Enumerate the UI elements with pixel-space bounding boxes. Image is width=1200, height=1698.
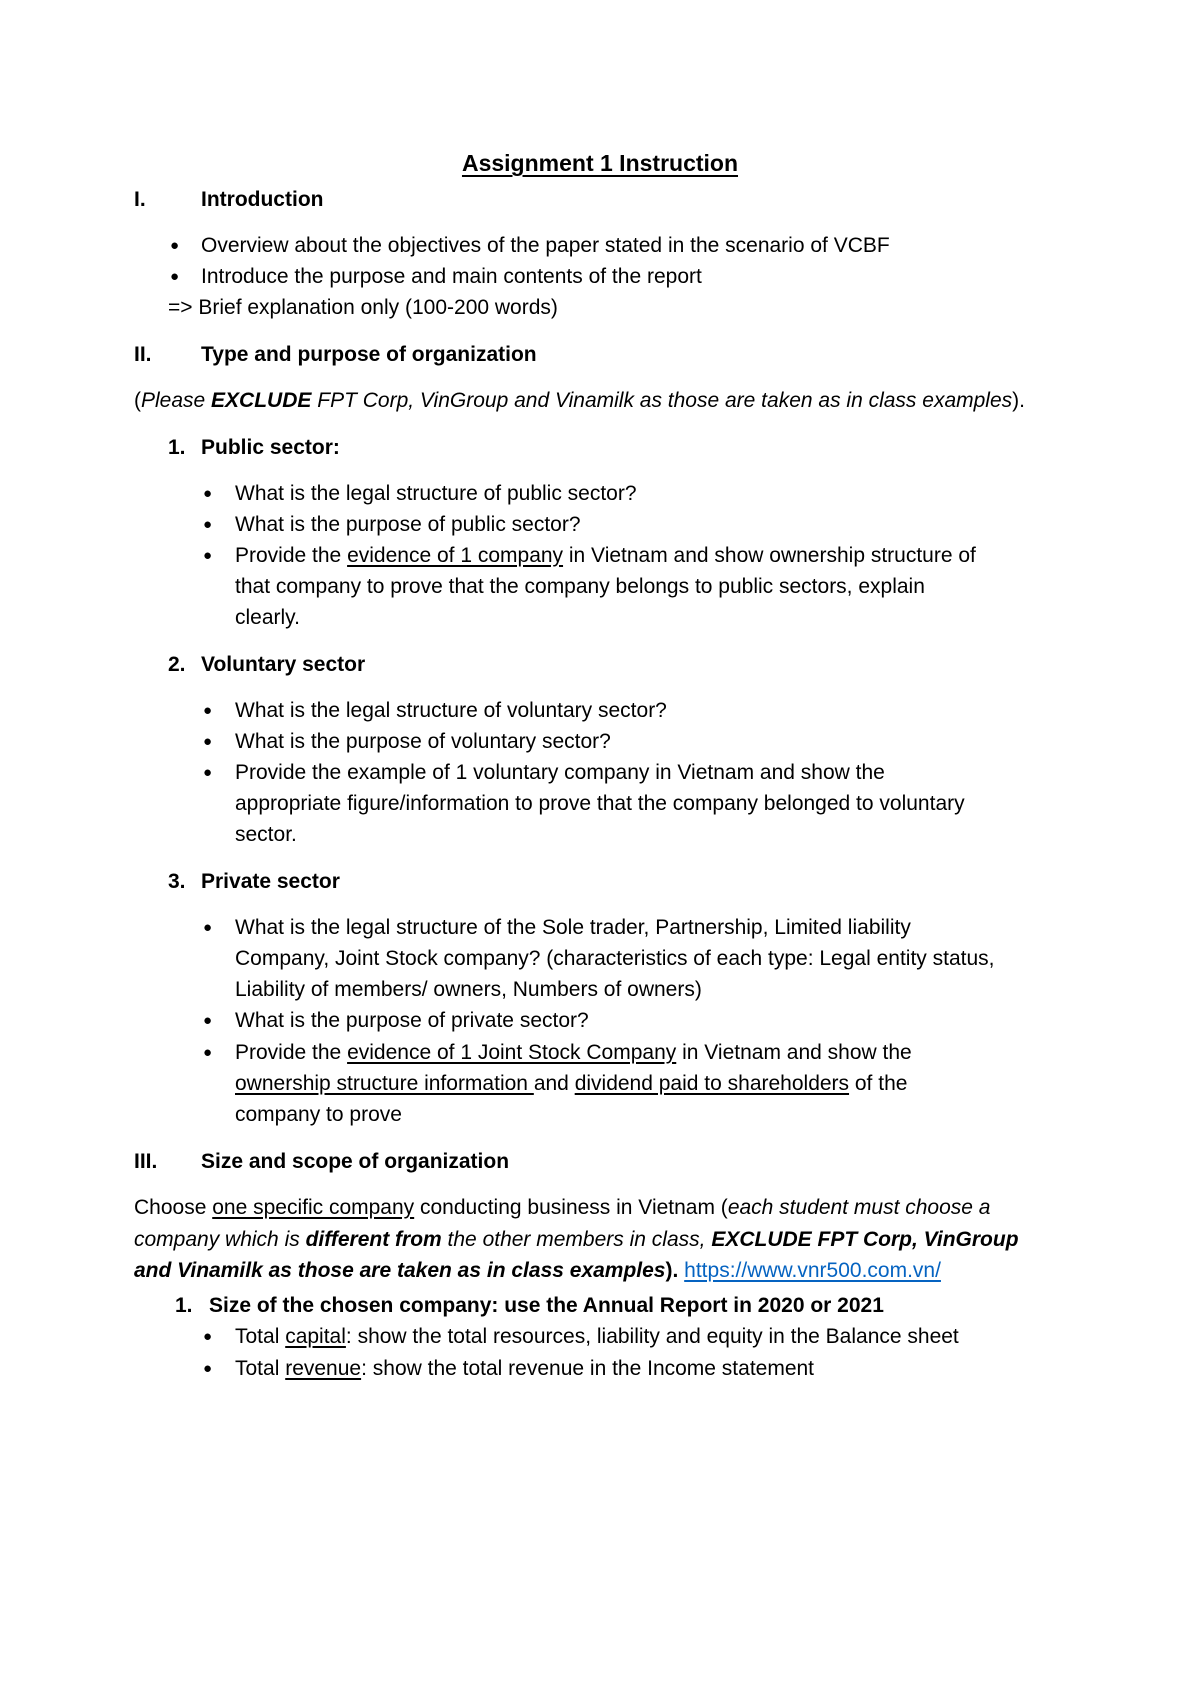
- bullet-icon: ●: [203, 1360, 213, 1377]
- private-bullet-1-line-2: Company, Joint Stock company? (characteristics of each type: Legal entity status,: [235, 947, 995, 970]
- bullet-icon: ●: [203, 516, 213, 533]
- bullet-icon: ●: [170, 268, 180, 285]
- section-2-heading: Type and purpose of organization: [201, 343, 537, 366]
- public-bullet-2: What is the purpose of public sector?: [235, 513, 581, 536]
- exclusion-note: (Please EXCLUDE FPT Corp, VinGroup and Vinamilk as those are taken as in class examples).: [134, 389, 1025, 412]
- bullet-icon: ●: [203, 547, 213, 564]
- size-bullet-1: Total capital: show the total resources, liability and equity in the Balance sheet: [235, 1325, 959, 1348]
- intro-bullet-2: Introduce the purpose and main contents of the report: [201, 265, 702, 288]
- bullet-icon: ●: [203, 485, 213, 502]
- private-bullet-3-line-2: ownership structure information and dividend paid to shareholders of the: [235, 1072, 908, 1095]
- intro-bullet-1: Overview about the objectives of the paper stated in the scenario of VCBF: [201, 234, 890, 257]
- section-2-number: II.: [134, 343, 152, 366]
- voluntary-bullet-2: What is the purpose of voluntary sector?: [235, 730, 611, 753]
- private-bullet-3: Provide the evidence of 1 Joint Stock Company in Vietnam and show the: [235, 1041, 912, 1064]
- private-bullet-1: What is the legal structure of the Sole trader, Partnership, Limited liability: [235, 916, 911, 939]
- company-size-heading: Size of the chosen company: use the Annual Report in 2020 or 2021: [209, 1294, 884, 1317]
- section-1-heading: Introduction: [201, 188, 324, 211]
- vnr500-link[interactable]: https://www.vnr500.com.vn/: [684, 1259, 941, 1282]
- public-bullet-1: What is the legal structure of public sector?: [235, 482, 637, 505]
- size-paragraph-line-1: Choose one specific company conducting business in Vietnam (each student must choose a: [134, 1196, 991, 1219]
- subsection-number: 1.: [168, 436, 186, 459]
- public-bullet-3: Provide the evidence of 1 company in Vietnam and show ownership structure of: [235, 544, 976, 567]
- subsection-number: 1.: [175, 1294, 193, 1317]
- private-bullet-3-line-3: company to prove: [235, 1103, 402, 1126]
- voluntary-bullet-1: What is the legal structure of voluntary sector?: [235, 699, 667, 722]
- public-sector-heading: Public sector:: [201, 436, 340, 459]
- size-bullet-2: Total revenue: show the total revenue in the Income statement: [235, 1357, 815, 1380]
- private-bullet-1-line-3: Liability of members/ owners, Numbers of owners): [235, 978, 702, 1001]
- bullet-icon: ●: [203, 764, 213, 781]
- bullet-icon: ●: [203, 1328, 213, 1345]
- bullet-icon: ●: [203, 702, 213, 719]
- voluntary-bullet-3-line-3: sector.: [235, 823, 297, 846]
- section-3-heading: Size and scope of organization: [201, 1150, 510, 1173]
- public-bullet-3-line-2: that company to prove that the company belongs to public sectors, explain: [235, 575, 925, 598]
- bullet-icon: ●: [203, 733, 213, 750]
- voluntary-sector-heading: Voluntary sector: [201, 653, 366, 676]
- section-3-number: III.: [134, 1150, 158, 1173]
- intro-note: => Brief explanation only (100-200 words): [168, 296, 558, 319]
- subsection-number: 3.: [168, 870, 186, 893]
- size-paragraph-line-2: company which is different from the other members in class, EXCLUDE FPT Corp, VinGroup: [134, 1228, 1019, 1251]
- voluntary-bullet-3: Provide the example of 1 voluntary company in Vietnam and show the: [235, 761, 885, 784]
- voluntary-bullet-3-line-2: appropriate figure/information to prove that the company belonged to voluntary: [235, 792, 965, 815]
- private-bullet-2: What is the purpose of private sector?: [235, 1009, 589, 1032]
- public-bullet-3-line-3: clearly.: [235, 606, 300, 629]
- section-1-number: I.: [134, 188, 146, 211]
- document-title: Assignment 1 Instruction: [461, 150, 739, 176]
- size-paragraph-line-3: and Vinamilk as those are taken as in class examples). https://www.vnr500.com.vn/: [134, 1259, 941, 1282]
- subsection-number: 2.: [168, 653, 186, 676]
- bullet-icon: ●: [203, 919, 213, 936]
- bullet-icon: ●: [170, 237, 180, 254]
- bullet-icon: ●: [203, 1012, 213, 1029]
- bullet-icon: ●: [203, 1044, 213, 1061]
- private-sector-heading: Private sector: [201, 870, 340, 893]
